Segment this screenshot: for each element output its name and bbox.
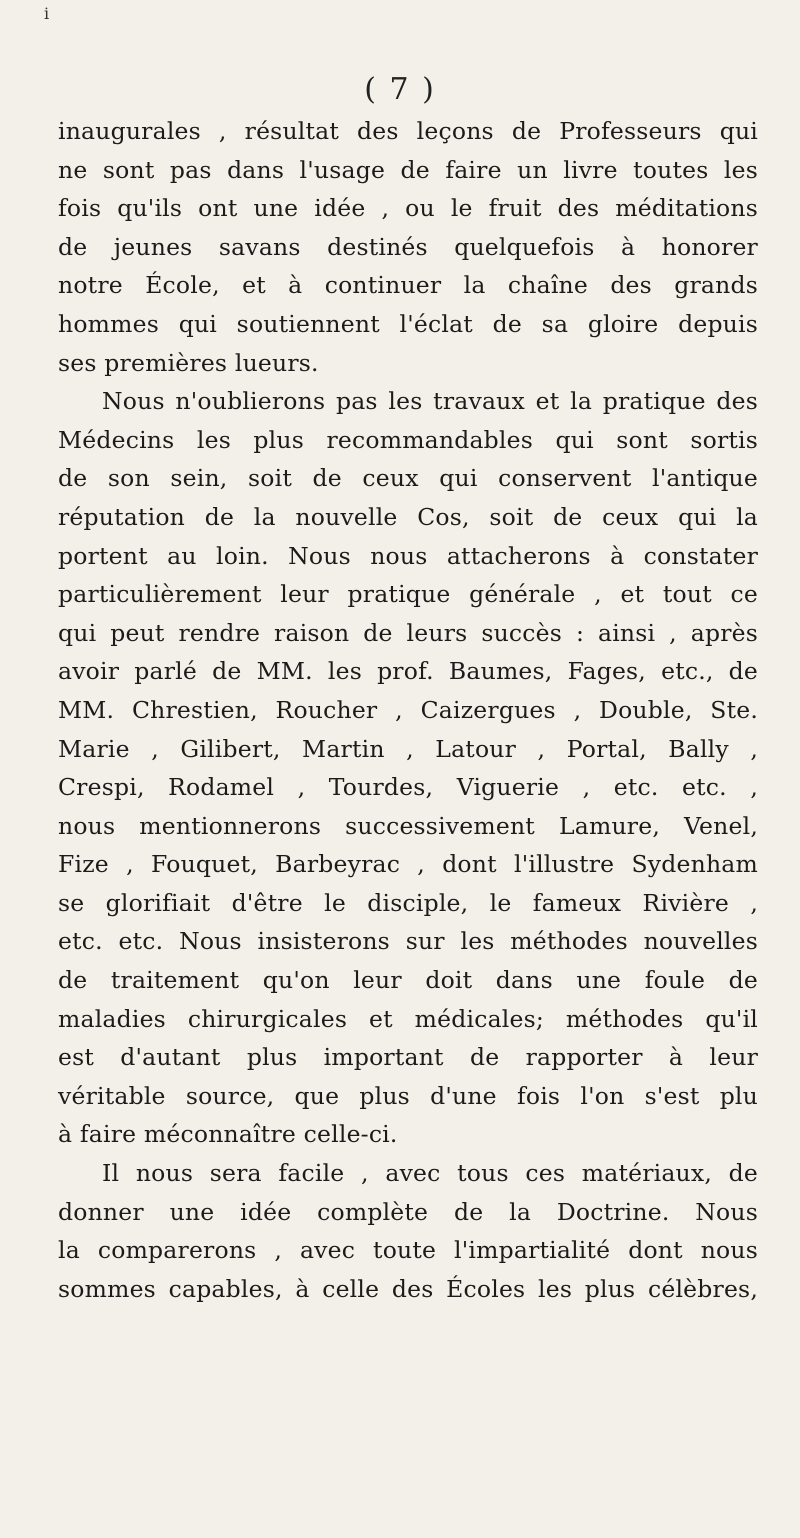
text-line: notre École, et à continuer la chaîne des grands xyxy=(58,271,758,300)
text-line: Marie , Gilibert, Martin , Latour , Portal, Bally , xyxy=(58,734,758,763)
page-corner-mark: i xyxy=(44,4,50,23)
page-number: ( 7 ) xyxy=(364,72,436,107)
text-line: à faire méconnaître celle-ci. xyxy=(58,1120,398,1149)
text-line: Fize , Fouquet, Barbeyrac , dont l'illustre Sydenham xyxy=(58,850,758,879)
text-line: réputation de la nouvelle Cos, soit de ceux qui la xyxy=(58,502,758,531)
text-line: de son sein, soit de ceux qui conservent l'antique xyxy=(58,464,758,493)
text-line: Crespi, Rodamel , Tourdes, Viguerie , etc. etc. , xyxy=(58,773,758,802)
text-line: véritable source, que plus d'une fois l'on s'est plu xyxy=(58,1081,758,1110)
text-line: portent au loin. Nous nous attacherons à constater xyxy=(58,541,758,570)
text-line: de jeunes savans destinés quelquefois à honorer xyxy=(58,232,758,261)
text-line: de traitement qu'on leur doit dans une foule de xyxy=(58,966,758,995)
text-line: inaugurales , résultat des leçons de Professeurs qui xyxy=(58,117,758,145)
body-text xyxy=(58,112,758,1308)
text-line: se glorifiait d'être le disciple, le fameux Rivière , xyxy=(58,888,758,917)
text-line: MM. Chrestien, Roucher , Caizergues , Double, Ste. xyxy=(58,695,758,724)
text-line: etc. etc. Nous insisterons sur les méthodes nouvelles xyxy=(58,927,758,956)
text-line: ses premières lueurs. xyxy=(58,348,319,377)
text-line: Nous n'oublierons pas les travaux et la pratique des xyxy=(102,387,758,416)
text-line: Il nous sera facile , avec tous ces matériaux, de xyxy=(102,1159,758,1188)
text-line: hommes qui soutiennent l'éclat de sa gloire depuis xyxy=(58,309,758,338)
text-line: avoir parlé de MM. les prof. Baumes, Fages, etc., de xyxy=(58,657,758,686)
text-line: sommes capables, à celle des Écoles les plus célèbres, xyxy=(58,1274,758,1303)
text-line: maladies chirurgicales et médicales; méthodes qu'il xyxy=(58,1004,758,1033)
text-line: la comparerons , avec toute l'impartialité dont nous xyxy=(58,1236,758,1265)
text-line: particulièrement leur pratique générale , et tout ce xyxy=(58,580,758,609)
text-line: Médecins les plus recommandables qui sont sortis xyxy=(58,425,758,454)
text-line: qui peut rendre raison de leurs succès : ainsi , après xyxy=(58,618,758,647)
text-line: fois qu'ils ont une idée , ou le fruit des méditations xyxy=(58,194,758,223)
text-line: ne sont pas dans l'usage de faire un livre toutes les xyxy=(58,155,758,184)
text-line: est d'autant plus important de rapporter à leur xyxy=(58,1043,758,1072)
text-line: nous mentionnerons successivement Lamure, Venel, xyxy=(58,811,758,840)
text-line: donner une idée complète de la Doctrine. Nous xyxy=(58,1197,758,1226)
